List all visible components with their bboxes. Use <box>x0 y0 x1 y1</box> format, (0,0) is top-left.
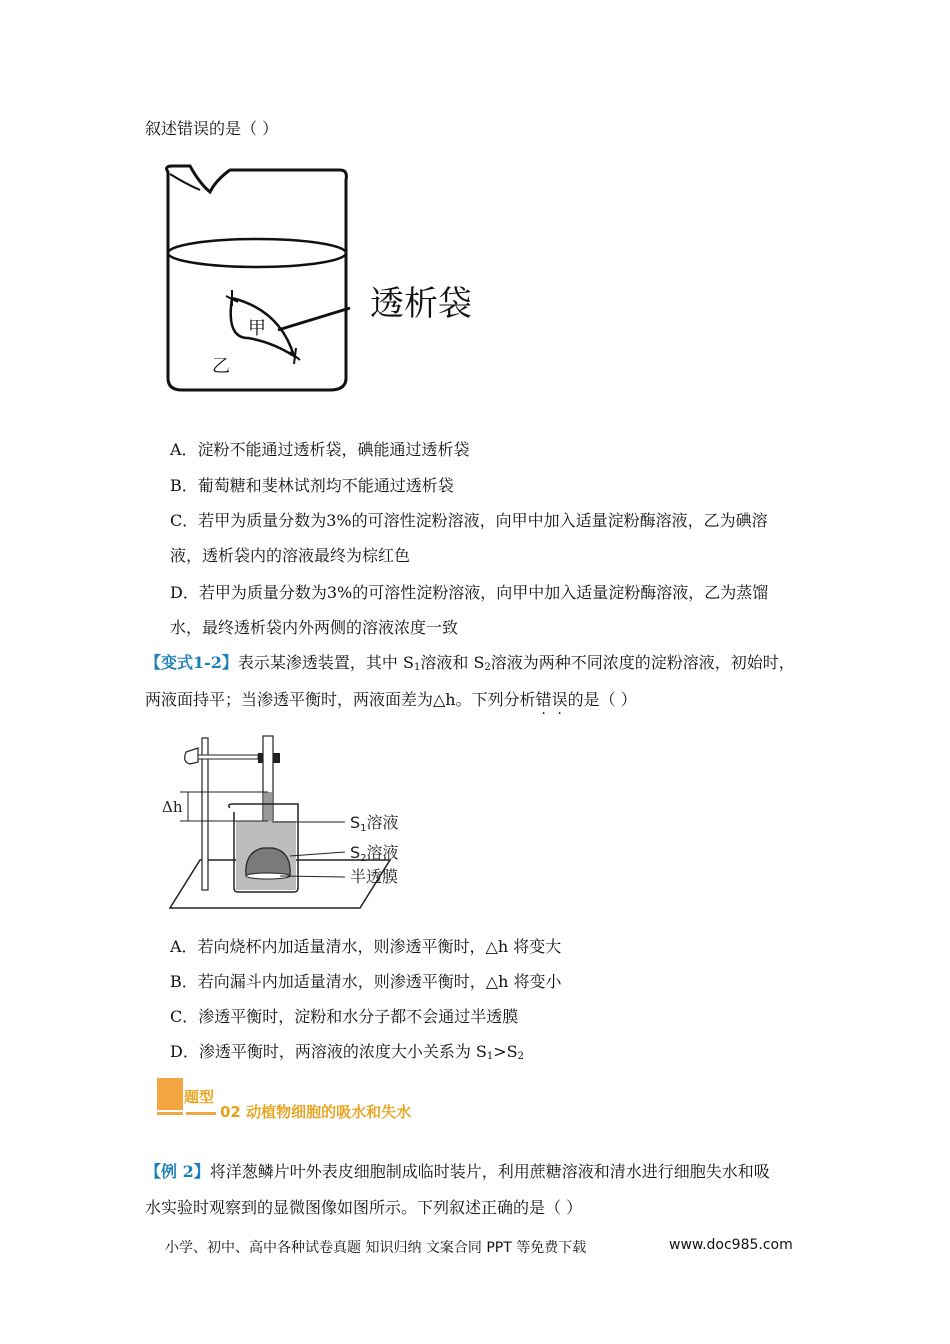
option-c-cont: 液，透析袋内的溶液最终为棕红色 <box>170 546 411 565</box>
s1-solution-label: S1溶液 <box>350 813 399 834</box>
section-underline-right <box>186 1112 216 1115</box>
dialysis-beaker-figure <box>160 160 490 400</box>
question-tag: 【变式1-2】 <box>145 653 238 672</box>
option-b: B．若向漏斗内加适量清水，则渗透平衡时，△h 将变小 <box>170 972 562 991</box>
question-tag: 【例 2】 <box>145 1162 210 1181</box>
question-3-line1: 【例 2】将洋葱鳞片叶外表皮细胞制成临时装片，利用蔗糖溶液和清水进行细胞失水和吸 <box>145 1162 770 1181</box>
section-title: 02 动植物细胞的吸水和失水 <box>220 1103 412 1121</box>
s2-solution-label: S2溶液 <box>350 843 399 864</box>
footer-text: 小学、初中、高中各种试卷真题 知识归纳 文案合同 PPT 等免费下载 <box>165 1240 587 1256</box>
emphasis-char: 错 <box>535 690 552 709</box>
section-badge-block <box>157 1078 183 1110</box>
section-underline-left <box>157 1112 183 1115</box>
outer-label: 乙 <box>212 356 230 377</box>
option-b: B．葡萄糖和斐林试剂均不能通过透析袋 <box>170 476 454 495</box>
option-c: C．渗透平衡时，淀粉和水分子都不会通过半透膜 <box>170 1007 519 1026</box>
question-2-line2: 两液面持平；当渗透平衡时，两液面差为△h。下列分析错误的是（ ） <box>145 690 637 709</box>
option-a: A．淀粉不能通过透析袋，碘能通过透析袋 <box>170 440 470 459</box>
section-badge-text: 题型 <box>184 1088 215 1106</box>
bag-label: 透析袋 <box>370 284 472 324</box>
question-3-line2: 水实验时观察到的显微图像如图所示。下列叙述正确的是（ ） <box>145 1198 583 1217</box>
membrane-label: 半透膜 <box>350 867 399 886</box>
option-d: D．渗透平衡时，两溶液的浓度大小关系为 $S_1>S_2$ <box>170 1042 525 1062</box>
footer-link[interactable]: www.doc985.com <box>669 1237 793 1253</box>
question-stem-tail: 叙述错误的是（ ） <box>145 119 279 138</box>
option-a: A．若向烧杯内加适量清水，则渗透平衡时，△h 将变大 <box>170 937 562 956</box>
option-c: C．若甲为质量分数为3%的可溶性淀粉溶液，向甲中加入适量淀粉酶溶液，乙为碘溶 <box>170 511 768 530</box>
question-2-line1: 【变式1-2】表示某渗透装置，其中 $S_1$溶液和 $S_2$溶液为两种不同浓度的淀粉溶液，初始时， <box>145 653 795 673</box>
emphasis-char: 误 <box>551 690 568 709</box>
osmosis-apparatus-figure <box>160 720 420 915</box>
inner-label: 甲 <box>248 318 266 339</box>
option-d-cont: 水，最终透析袋内外两侧的溶液浓度一致 <box>170 618 459 637</box>
delta-h-label: Δh <box>162 798 183 816</box>
option-d: D．若甲为质量分数为3%的可溶性淀粉溶液，向甲中加入适量淀粉酶溶液，乙为蒸馏 <box>170 583 769 602</box>
